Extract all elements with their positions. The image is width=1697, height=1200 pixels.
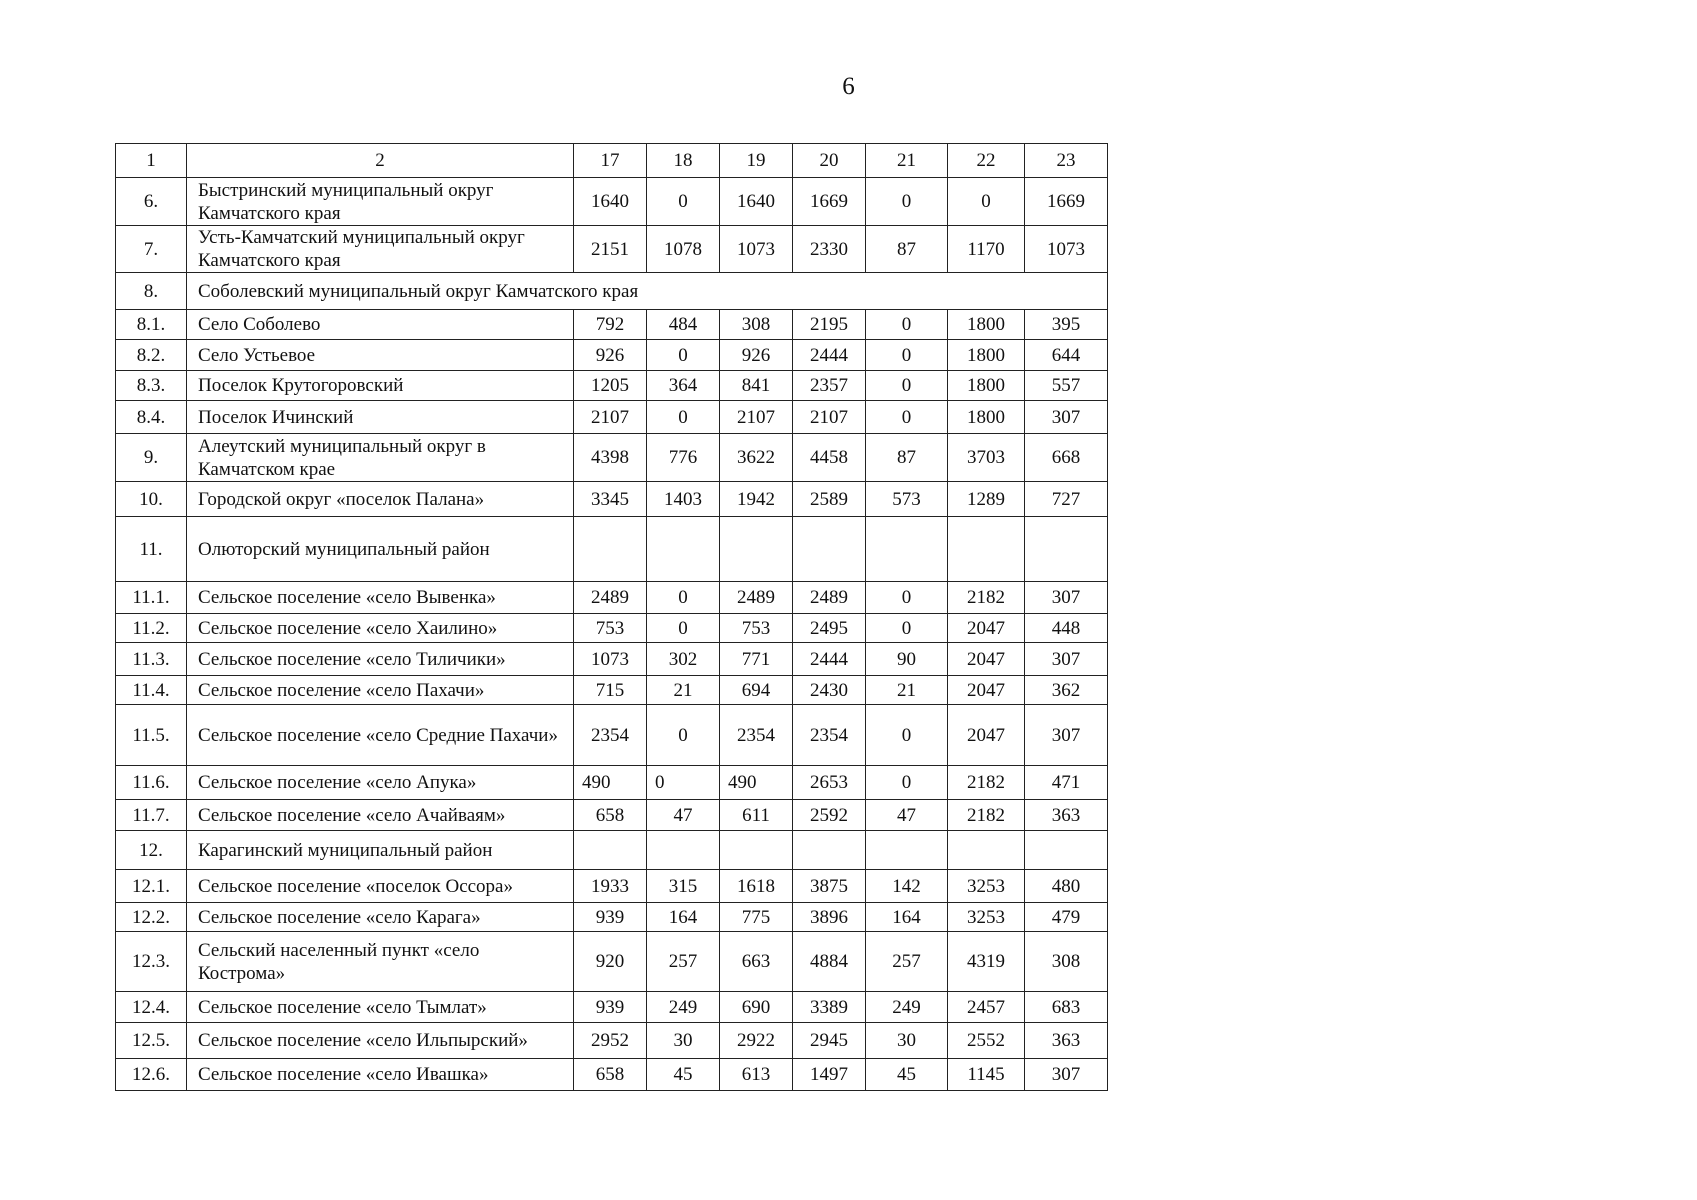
value-cell [1025, 831, 1108, 870]
value-cell: 45 [866, 1059, 948, 1091]
value-cell: 3253 [948, 870, 1025, 903]
row-number: 12.4. [116, 992, 187, 1023]
value-cell: 2107 [574, 401, 647, 434]
header-row [116, 144, 1108, 178]
table-row [116, 614, 1108, 643]
value-cell: 0 [647, 614, 720, 643]
value-cell: 668 [1025, 434, 1108, 482]
territory-name: Сельское поселение «село Ильпырский» [187, 1023, 574, 1059]
value-cell: 3896 [793, 903, 866, 932]
value-cell: 1800 [948, 401, 1025, 434]
value-cell: 753 [720, 614, 793, 643]
value-cell: 302 [647, 643, 720, 676]
territory-name: Сельское поселение «село Ачайваям» [187, 800, 574, 831]
value-cell: 1205 [574, 371, 647, 401]
territory-name: Соболевский муниципальный округ Камчатского края [187, 273, 1108, 310]
table-row [116, 903, 1108, 932]
table-row [116, 992, 1108, 1023]
value-cell [720, 831, 793, 870]
value-cell: 771 [720, 643, 793, 676]
value-cell [720, 517, 793, 582]
territory-name: Усть-Камчатский муниципальный округ Камчатского края [187, 226, 574, 273]
row-number: 12.3. [116, 932, 187, 992]
row-number: 8. [116, 273, 187, 310]
value-cell: 3622 [720, 434, 793, 482]
value-cell: 1073 [720, 226, 793, 273]
value-cell: 362 [1025, 676, 1108, 705]
value-cell: 3389 [793, 992, 866, 1023]
value-cell: 613 [720, 1059, 793, 1091]
value-cell: 2430 [793, 676, 866, 705]
value-cell: 4398 [574, 434, 647, 482]
territory-name: Сельское поселение «село Ивашка» [187, 1059, 574, 1091]
value-cell: 363 [1025, 800, 1108, 831]
value-cell: 2357 [793, 371, 866, 401]
row-number: 7. [116, 226, 187, 273]
territory-name: Олюторский муниципальный район [187, 517, 574, 582]
value-cell: 694 [720, 676, 793, 705]
value-cell: 87 [866, 226, 948, 273]
value-cell: 448 [1025, 614, 1108, 643]
value-cell: 715 [574, 676, 647, 705]
value-cell: 307 [1025, 582, 1108, 614]
value-cell: 2354 [720, 705, 793, 766]
value-cell: 2047 [948, 705, 1025, 766]
value-cell: 1669 [1025, 178, 1108, 226]
table-row [116, 401, 1108, 434]
row-number: 8.3. [116, 371, 187, 401]
value-cell: 0 [647, 178, 720, 226]
page-number: 6 [842, 73, 855, 100]
value-cell: 1933 [574, 870, 647, 903]
row-number: 12.5. [116, 1023, 187, 1059]
value-cell: 1640 [720, 178, 793, 226]
value-cell: 1800 [948, 371, 1025, 401]
value-cell [866, 831, 948, 870]
value-cell: 2047 [948, 676, 1025, 705]
value-cell: 30 [647, 1023, 720, 1059]
value-cell: 1669 [793, 178, 866, 226]
value-cell: 0 [866, 705, 948, 766]
value-cell: 471 [1025, 766, 1108, 800]
table-row [116, 643, 1108, 676]
table-row [116, 178, 1108, 226]
value-cell: 2495 [793, 614, 866, 643]
value-cell: 939 [574, 903, 647, 932]
value-cell: 2107 [720, 401, 793, 434]
value-cell: 479 [1025, 903, 1108, 932]
value-cell: 0 [866, 766, 948, 800]
value-cell: 658 [574, 800, 647, 831]
header-cell: 23 [1025, 144, 1108, 178]
value-cell: 21 [647, 676, 720, 705]
value-cell: 1800 [948, 340, 1025, 371]
table-row [116, 932, 1108, 992]
value-cell: 0 [948, 178, 1025, 226]
value-cell: 490 [720, 766, 793, 800]
territory-name: Городской округ «поселок Палана» [187, 482, 574, 517]
value-cell: 257 [866, 932, 948, 992]
table-row [116, 800, 1108, 831]
territory-name: Село Устьевое [187, 340, 574, 371]
territory-name: Сельское поселение «село Пахачи» [187, 676, 574, 705]
value-cell [1025, 517, 1108, 582]
value-cell: 3875 [793, 870, 866, 903]
value-cell: 0 [866, 178, 948, 226]
value-cell: 0 [647, 766, 720, 800]
value-cell: 663 [720, 932, 793, 992]
header-cell: 21 [866, 144, 948, 178]
row-number: 11.4. [116, 676, 187, 705]
row-number: 12.1. [116, 870, 187, 903]
value-cell: 690 [720, 992, 793, 1023]
row-number: 6. [116, 178, 187, 226]
header-cell: 22 [948, 144, 1025, 178]
value-cell: 395 [1025, 310, 1108, 340]
value-cell [574, 831, 647, 870]
value-cell [793, 831, 866, 870]
table-row [116, 831, 1108, 870]
value-cell: 644 [1025, 340, 1108, 371]
value-cell: 2489 [720, 582, 793, 614]
value-cell: 2552 [948, 1023, 1025, 1059]
territory-name: Поселок Крутогоровский [187, 371, 574, 401]
header-cell: 1 [116, 144, 187, 178]
value-cell: 307 [1025, 643, 1108, 676]
value-cell: 490 [574, 766, 647, 800]
value-cell: 315 [647, 870, 720, 903]
value-cell: 2354 [574, 705, 647, 766]
data-table [115, 143, 1108, 1091]
value-cell: 2182 [948, 766, 1025, 800]
territory-name: Быстринский муниципальный округ Камчатского края [187, 178, 574, 226]
value-cell: 776 [647, 434, 720, 482]
value-cell: 2195 [793, 310, 866, 340]
header-cell: 17 [574, 144, 647, 178]
value-cell: 249 [866, 992, 948, 1023]
table-row [116, 870, 1108, 903]
row-number: 10. [116, 482, 187, 517]
value-cell: 658 [574, 1059, 647, 1091]
value-cell: 30 [866, 1023, 948, 1059]
value-cell: 90 [866, 643, 948, 676]
value-cell: 484 [647, 310, 720, 340]
value-cell: 2922 [720, 1023, 793, 1059]
value-cell: 2047 [948, 643, 1025, 676]
value-cell: 0 [647, 340, 720, 371]
header-cell: 19 [720, 144, 793, 178]
row-number: 8.1. [116, 310, 187, 340]
table-row [116, 310, 1108, 340]
row-number: 8.2. [116, 340, 187, 371]
value-cell: 363 [1025, 1023, 1108, 1059]
value-cell: 1289 [948, 482, 1025, 517]
value-cell [647, 517, 720, 582]
value-cell: 926 [574, 340, 647, 371]
value-cell: 4458 [793, 434, 866, 482]
value-cell: 2589 [793, 482, 866, 517]
value-cell: 2047 [948, 614, 1025, 643]
value-cell: 1640 [574, 178, 647, 226]
territory-name: Сельское поселение «село Тымлат» [187, 992, 574, 1023]
value-cell: 1073 [1025, 226, 1108, 273]
value-cell: 364 [647, 371, 720, 401]
value-cell: 308 [720, 310, 793, 340]
value-cell [647, 831, 720, 870]
value-cell: 0 [647, 582, 720, 614]
value-cell: 920 [574, 932, 647, 992]
table-row [116, 1023, 1108, 1059]
value-cell: 3703 [948, 434, 1025, 482]
territory-name: Сельское поселение «село Средние Пахачи» [187, 705, 574, 766]
table-row [116, 273, 1108, 310]
value-cell: 164 [866, 903, 948, 932]
value-cell: 307 [1025, 705, 1108, 766]
value-cell: 775 [720, 903, 793, 932]
row-number: 12.2. [116, 903, 187, 932]
value-cell: 727 [1025, 482, 1108, 517]
value-cell: 939 [574, 992, 647, 1023]
value-cell: 2444 [793, 340, 866, 371]
table-row [116, 340, 1108, 371]
header-cell: 18 [647, 144, 720, 178]
value-cell: 21 [866, 676, 948, 705]
row-number: 12. [116, 831, 187, 870]
value-cell: 0 [866, 401, 948, 434]
value-cell [948, 831, 1025, 870]
territory-name: Карагинский муниципальный район [187, 831, 574, 870]
value-cell: 1618 [720, 870, 793, 903]
value-cell: 47 [647, 800, 720, 831]
value-cell: 257 [647, 932, 720, 992]
territory-name: Сельское поселение «село Тиличики» [187, 643, 574, 676]
table-row [116, 226, 1108, 273]
value-cell: 753 [574, 614, 647, 643]
value-cell: 87 [866, 434, 948, 482]
value-cell: 683 [1025, 992, 1108, 1023]
territory-name: Сельское поселение «село Апука» [187, 766, 574, 800]
value-cell: 2457 [948, 992, 1025, 1023]
row-number: 11.3. [116, 643, 187, 676]
territory-name: Сельское поселение «село Хаилино» [187, 614, 574, 643]
value-cell: 307 [1025, 1059, 1108, 1091]
value-cell [866, 517, 948, 582]
table-row [116, 1059, 1108, 1091]
value-cell: 2330 [793, 226, 866, 273]
row-number: 11.2. [116, 614, 187, 643]
value-cell: 0 [866, 340, 948, 371]
table-row [116, 434, 1108, 482]
header-cell: 20 [793, 144, 866, 178]
value-cell: 249 [647, 992, 720, 1023]
table-row [116, 371, 1108, 401]
value-cell: 3253 [948, 903, 1025, 932]
value-cell [574, 517, 647, 582]
table-row [116, 482, 1108, 517]
table-row [116, 676, 1108, 705]
value-cell: 1073 [574, 643, 647, 676]
territory-name: Поселок Ичинский [187, 401, 574, 434]
value-cell: 164 [647, 903, 720, 932]
value-cell: 2952 [574, 1023, 647, 1059]
header-cell: 2 [187, 144, 574, 178]
value-cell: 2182 [948, 800, 1025, 831]
value-cell: 307 [1025, 401, 1108, 434]
table-row [116, 705, 1108, 766]
value-cell: 4884 [793, 932, 866, 992]
value-cell: 2182 [948, 582, 1025, 614]
value-cell: 1078 [647, 226, 720, 273]
territory-name: Село Соболево [187, 310, 574, 340]
value-cell [793, 517, 866, 582]
value-cell: 3345 [574, 482, 647, 517]
row-number: 11.7. [116, 800, 187, 831]
value-cell: 45 [647, 1059, 720, 1091]
value-cell: 2151 [574, 226, 647, 273]
territory-name: Сельское поселение «село Карага» [187, 903, 574, 932]
value-cell: 0 [866, 614, 948, 643]
value-cell: 2354 [793, 705, 866, 766]
value-cell: 142 [866, 870, 948, 903]
territory-name: Сельское поселение «поселок Оссора» [187, 870, 574, 903]
row-number: 8.4. [116, 401, 187, 434]
value-cell: 611 [720, 800, 793, 831]
row-number: 11.6. [116, 766, 187, 800]
row-number: 11. [116, 517, 187, 582]
territory-name: Сельский населенный пункт «село Кострома» [187, 932, 574, 992]
value-cell: 841 [720, 371, 793, 401]
value-cell: 4319 [948, 932, 1025, 992]
value-cell: 557 [1025, 371, 1108, 401]
value-cell: 1497 [793, 1059, 866, 1091]
value-cell: 792 [574, 310, 647, 340]
value-cell: 1145 [948, 1059, 1025, 1091]
value-cell: 0 [866, 582, 948, 614]
value-cell: 1170 [948, 226, 1025, 273]
value-cell: 1800 [948, 310, 1025, 340]
table-row [116, 766, 1108, 800]
value-cell: 0 [866, 371, 948, 401]
table-row [116, 517, 1108, 582]
value-cell: 2444 [793, 643, 866, 676]
value-cell: 480 [1025, 870, 1108, 903]
row-number: 11.1. [116, 582, 187, 614]
value-cell: 2592 [793, 800, 866, 831]
value-cell: 2653 [793, 766, 866, 800]
row-number: 11.5. [116, 705, 187, 766]
value-cell: 2107 [793, 401, 866, 434]
value-cell: 1403 [647, 482, 720, 517]
territory-name: Сельское поселение «село Вывенка» [187, 582, 574, 614]
row-number: 12.6. [116, 1059, 187, 1091]
table-row [116, 582, 1108, 614]
value-cell: 0 [647, 401, 720, 434]
value-cell: 0 [647, 705, 720, 766]
value-cell [948, 517, 1025, 582]
value-cell: 926 [720, 340, 793, 371]
territory-name: Алеутский муниципальный округ в Камчатском крае [187, 434, 574, 482]
value-cell: 308 [1025, 932, 1108, 992]
value-cell: 2489 [574, 582, 647, 614]
value-cell: 573 [866, 482, 948, 517]
row-number: 9. [116, 434, 187, 482]
value-cell: 1942 [720, 482, 793, 517]
value-cell: 0 [866, 310, 948, 340]
value-cell: 2945 [793, 1023, 866, 1059]
value-cell: 2489 [793, 582, 866, 614]
value-cell: 47 [866, 800, 948, 831]
